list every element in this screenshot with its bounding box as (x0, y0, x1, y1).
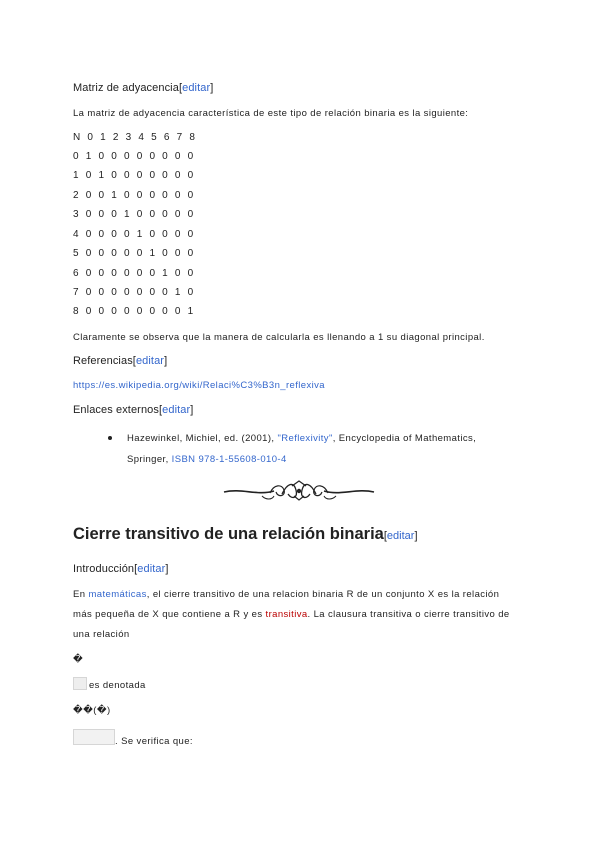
missing-glyph: � (73, 654, 84, 665)
matrix-row: 1 0 1 0 0 0 0 0 0 0 (73, 170, 196, 181)
references-edit-link[interactable]: editar (135, 355, 165, 367)
matrix-row: 6 0 0 0 0 0 0 1 0 0 (73, 268, 196, 279)
intro-text: más pequeña de X que contiene a R y es (73, 609, 266, 620)
reference-url-link[interactable]: https://es.wikipedia.org/wiki/Relaci%C3%B3n_reflexiva (73, 380, 325, 391)
external-links-title: Enlaces externos (73, 404, 159, 416)
formula-image-placeholder (73, 677, 87, 690)
transitiva-link[interactable]: transitiva (265, 609, 308, 620)
references-title: Referencias (73, 355, 133, 367)
matrix-row: 0 1 0 0 0 0 0 0 0 0 (73, 151, 196, 162)
citation-publisher: Springer, (127, 454, 172, 465)
matrix-row: 7 0 0 0 0 0 0 0 1 0 (73, 287, 196, 298)
denoted-text: es denotada (89, 680, 146, 691)
reflexivity-link[interactable]: "Reflexivity" (277, 433, 333, 444)
adjacency-edit-link[interactable]: editar (182, 82, 211, 94)
intro-text: . La clausura transitiva o cierre transitivo de (307, 609, 510, 620)
references-heading: Referencias[editar] (73, 355, 168, 367)
adjacency-title: Matriz de adyacencia (73, 82, 179, 94)
decorative-ornament-icon (222, 478, 376, 509)
closure-edit-link[interactable]: editar (386, 530, 415, 542)
citation-line-1 (127, 433, 476, 445)
missing-glyph-formula: ��(�) (73, 705, 111, 716)
matrix-row: N 0 1 2 3 4 5 6 7 8 (73, 132, 198, 143)
conclusion-text: Claramente se observa que la manera de calcularla es llenando a 1 su diagonal principal. (73, 332, 485, 343)
matrix-row: 4 0 0 0 0 1 0 0 0 0 (73, 229, 196, 240)
introduction-edit-link[interactable]: editar (137, 563, 166, 575)
citation-author: Hazewinkel, Michiel, ed. (2001), (127, 433, 278, 444)
matrix-row: 3 0 0 0 1 0 0 0 0 0 (73, 209, 196, 220)
matrix-row: 5 0 0 0 0 0 1 0 0 0 (73, 248, 196, 259)
citation-line-2 (127, 454, 287, 466)
intro-paragraph-line-1 (73, 589, 499, 601)
external-links-heading: Enlaces externos[editar] (73, 404, 194, 416)
intro-text: , el cierre transitivo de una relacion binaria R de un conjunto X es la relación (146, 589, 500, 600)
intro-paragraph-line-3: una relación (73, 629, 130, 640)
matrix-row: 2 0 0 1 0 0 0 0 0 0 (73, 190, 196, 201)
citation-rest: , Encyclopedia of Mathematics, (332, 433, 477, 444)
external-links-edit-link[interactable]: editar (162, 404, 191, 416)
isbn-link[interactable]: ISBN 978-1-55608-010-4 (171, 454, 287, 465)
adjacency-heading: Matriz de adyacencia[editar] (73, 82, 214, 94)
verifies-text: . Se verifica que: (115, 736, 193, 747)
bullet-icon (108, 436, 112, 440)
matrix-row: 8 0 0 0 0 0 0 0 0 1 (73, 306, 196, 317)
closure-heading: Cierre transitivo de una relación binaria[editar] (73, 525, 418, 543)
intro-text: En (73, 589, 89, 600)
closure-title: Cierre transitivo de una relación binaria (73, 525, 384, 543)
adjacency-intro: La matriz de adyacencia característica de este tipo de relación binaria es la siguiente: (73, 108, 469, 119)
intro-paragraph-line-2 (73, 609, 510, 621)
formula-image-placeholder (73, 729, 115, 745)
introduction-title: Introducción (73, 563, 135, 575)
matematicas-link[interactable]: matemáticas (88, 589, 147, 600)
introduction-heading: Introducción[editar] (73, 563, 169, 575)
